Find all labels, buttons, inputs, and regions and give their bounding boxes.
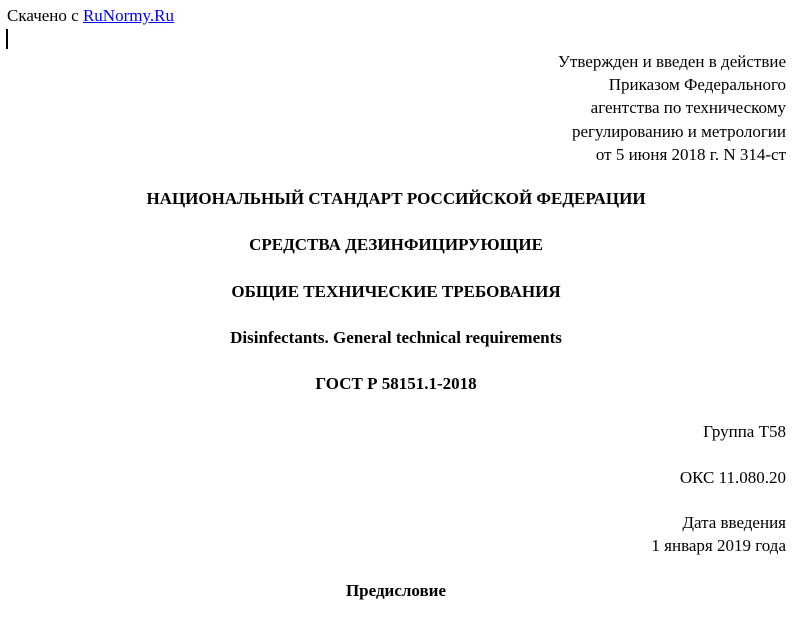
text-cursor <box>6 29 8 49</box>
standard-designation: ГОСТ Р 58151.1-2018 <box>315 374 477 393</box>
document-subtitle: ОБЩИЕ ТЕХНИЧЕСКИЕ ТРЕБОВАНИЯ <box>231 282 561 301</box>
approval-block <box>558 50 786 166</box>
preface-heading: Предисловие <box>345 581 447 600</box>
effective-date-label: Дата введения <box>682 513 786 532</box>
approval-line: регулированию и метрологии <box>571 121 786 141</box>
effective-date-value: 1 января 2019 года <box>651 536 786 555</box>
source-link[interactable]: RuNormy.Ru <box>82 6 174 25</box>
approval-line: Утвержден и введен в действие <box>557 52 786 71</box>
english-title: Disinfectants. General technical requirements <box>230 328 562 347</box>
source-prefix: Скачено с <box>7 6 83 25</box>
approval-line: Приказом Федерального <box>608 75 786 95</box>
national-standard-heading: НАЦИОНАЛЬНЫЙ СТАНДАРТ РОССИЙСКОЙ ФЕДЕРАЦИИ <box>146 189 646 208</box>
approval-line: агентства по техническому <box>590 98 786 118</box>
effective-date-block <box>651 511 786 557</box>
group-code: Группа Т58 <box>703 422 786 441</box>
oks-code: ОКС 11.080.20 <box>679 468 786 487</box>
document-title: СРЕДСТВА ДЕЗИНФИЦИРУЮЩИЕ <box>249 235 543 254</box>
source-line <box>7 5 174 27</box>
approval-line: от 5 июня 2018 г. N 314-ст <box>595 144 786 164</box>
